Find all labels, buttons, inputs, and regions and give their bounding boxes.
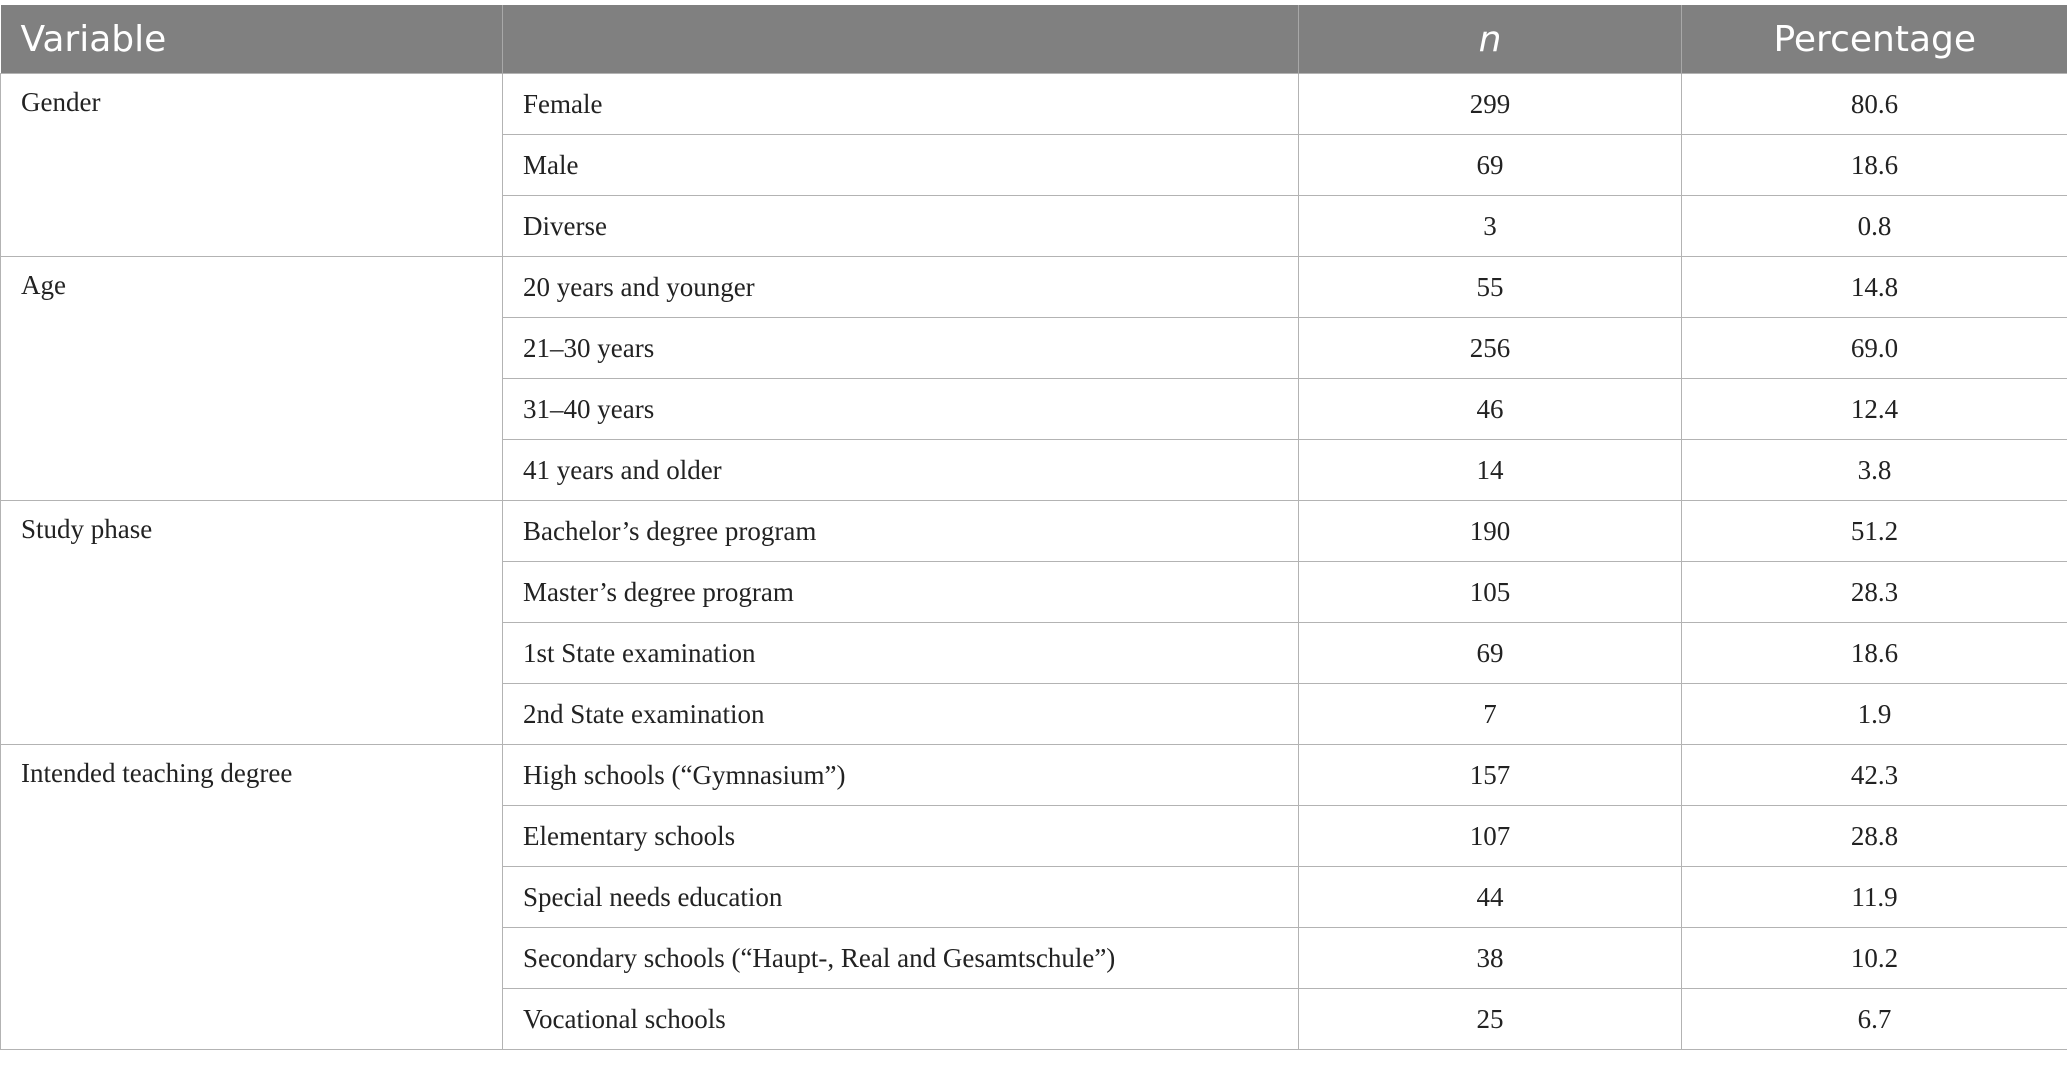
percentage-cell: 42.3 xyxy=(1682,745,2067,806)
variable-cell: Age xyxy=(1,257,503,501)
table-row xyxy=(1,745,2067,806)
category-cell: 20 years and younger xyxy=(503,257,1299,318)
table-body xyxy=(1,74,2067,1050)
n-cell: 55 xyxy=(1299,257,1682,318)
header-row xyxy=(1,5,2067,74)
n-cell: 105 xyxy=(1299,562,1682,623)
category-cell: Special needs education xyxy=(503,867,1299,928)
header-category xyxy=(503,5,1299,74)
category-cell: Female xyxy=(503,74,1299,135)
n-cell: 46 xyxy=(1299,379,1682,440)
percentage-cell: 6.7 xyxy=(1682,989,2067,1050)
n-cell: 69 xyxy=(1299,623,1682,684)
category-cell: 2nd State examination xyxy=(503,684,1299,745)
header-percentage: Percentage xyxy=(1682,5,2067,74)
percentage-cell: 0.8 xyxy=(1682,196,2067,257)
percentage-cell: 51.2 xyxy=(1682,501,2067,562)
category-cell: High schools (“Gymnasium”) xyxy=(503,745,1299,806)
table-row xyxy=(1,257,2067,318)
n-cell: 107 xyxy=(1299,806,1682,867)
percentage-cell: 12.4 xyxy=(1682,379,2067,440)
header-n: n xyxy=(1299,5,1682,74)
variable-cell: Gender xyxy=(1,74,503,257)
percentage-cell: 18.6 xyxy=(1682,135,2067,196)
percentage-cell: 80.6 xyxy=(1682,74,2067,135)
percentage-cell: 28.8 xyxy=(1682,806,2067,867)
n-cell: 157 xyxy=(1299,745,1682,806)
percentage-cell: 10.2 xyxy=(1682,928,2067,989)
variable-cell: Study phase xyxy=(1,501,503,745)
n-cell: 299 xyxy=(1299,74,1682,135)
percentage-cell: 14.8 xyxy=(1682,257,2067,318)
table-row xyxy=(1,501,2067,562)
n-cell: 38 xyxy=(1299,928,1682,989)
category-cell: Male xyxy=(503,135,1299,196)
percentage-cell: 69.0 xyxy=(1682,318,2067,379)
category-cell: 41 years and older xyxy=(503,440,1299,501)
n-cell: 7 xyxy=(1299,684,1682,745)
category-cell: Bachelor’s degree program xyxy=(503,501,1299,562)
table-header xyxy=(1,5,2067,74)
header-variable: Variable xyxy=(1,5,503,74)
percentage-cell: 1.9 xyxy=(1682,684,2067,745)
n-cell: 25 xyxy=(1299,989,1682,1050)
n-cell: 69 xyxy=(1299,135,1682,196)
category-cell: Master’s degree program xyxy=(503,562,1299,623)
n-cell: 256 xyxy=(1299,318,1682,379)
category-cell: Elementary schools xyxy=(503,806,1299,867)
n-cell: 14 xyxy=(1299,440,1682,501)
percentage-cell: 3.8 xyxy=(1682,440,2067,501)
category-cell: Vocational schools xyxy=(503,989,1299,1050)
variable-cell: Intended teaching degree xyxy=(1,745,503,1050)
category-cell: 21–30 years xyxy=(503,318,1299,379)
category-cell: Diverse xyxy=(503,196,1299,257)
demographics-table xyxy=(0,5,2067,1050)
table-row xyxy=(1,74,2067,135)
category-cell: 31–40 years xyxy=(503,379,1299,440)
n-cell: 190 xyxy=(1299,501,1682,562)
percentage-cell: 11.9 xyxy=(1682,867,2067,928)
percentage-cell: 18.6 xyxy=(1682,623,2067,684)
n-cell: 44 xyxy=(1299,867,1682,928)
category-cell: Secondary schools (“Haupt-, Real and Gesamtschule”) xyxy=(503,928,1299,989)
n-cell: 3 xyxy=(1299,196,1682,257)
percentage-cell: 28.3 xyxy=(1682,562,2067,623)
category-cell: 1st State examination xyxy=(503,623,1299,684)
